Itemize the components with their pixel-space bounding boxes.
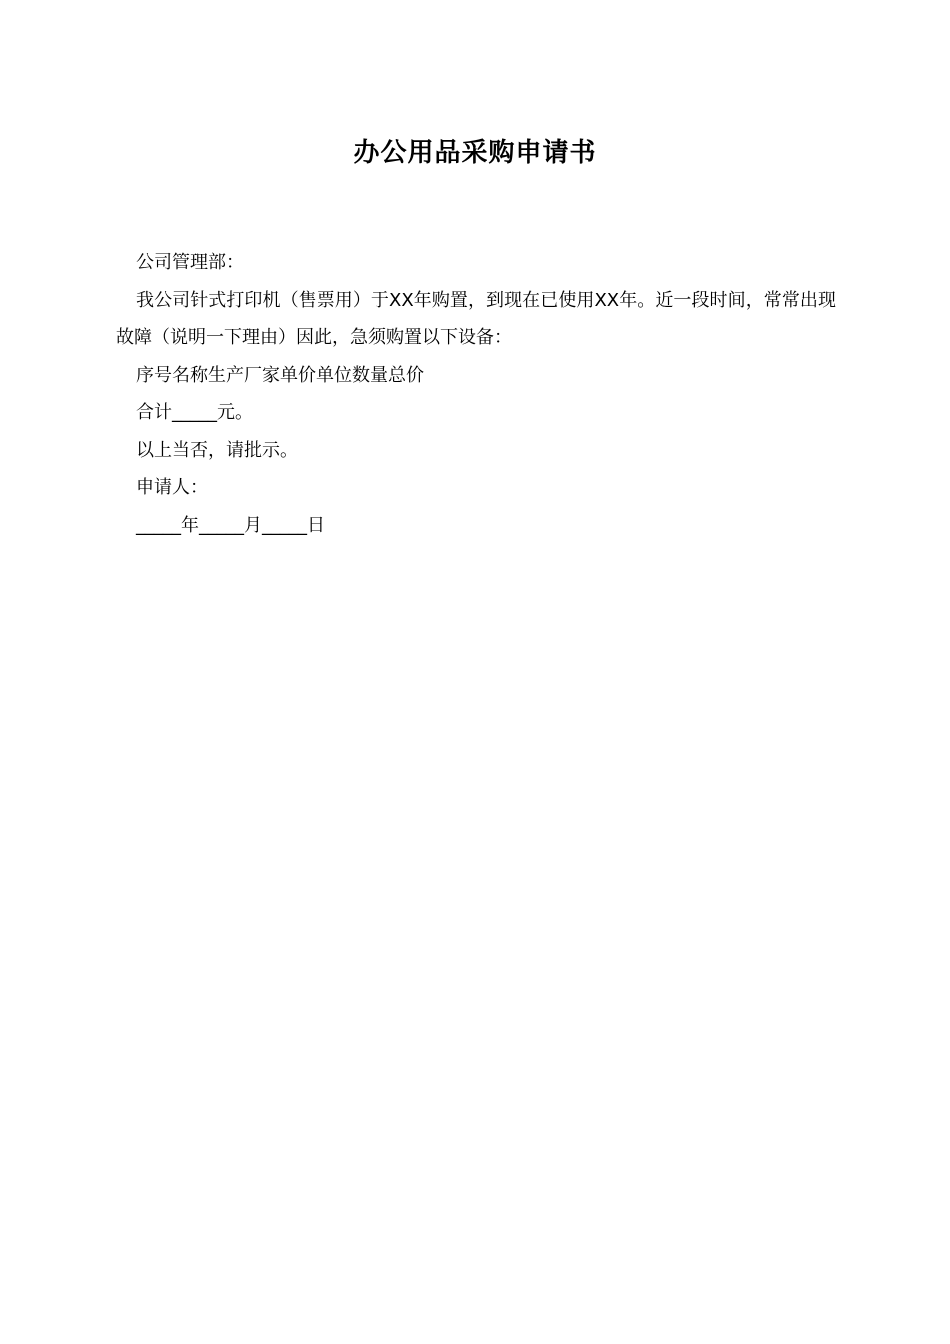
document-title: 办公用品采购申请书: [353, 138, 597, 168]
applicant-line: 申请人：: [136, 477, 208, 498]
reason-paragraph: 我公司针式打印机（售票用）于XX年购置，到现在已使用XX年。近一段时间，常常出现故障（说明一下理由）因此，急须购置以下设备：: [116, 289, 836, 348]
document-body: [116, 244, 836, 544]
date-line: _____年_____月_____日: [136, 514, 325, 536]
salutation: 公司管理部：: [136, 252, 244, 273]
closing-line: 以上当否，请批示。: [136, 439, 298, 461]
equipment-table-header: 序号名称生产厂家单价单位数量总价: [136, 364, 424, 386]
total-line: 合计_____元。: [136, 402, 253, 423]
